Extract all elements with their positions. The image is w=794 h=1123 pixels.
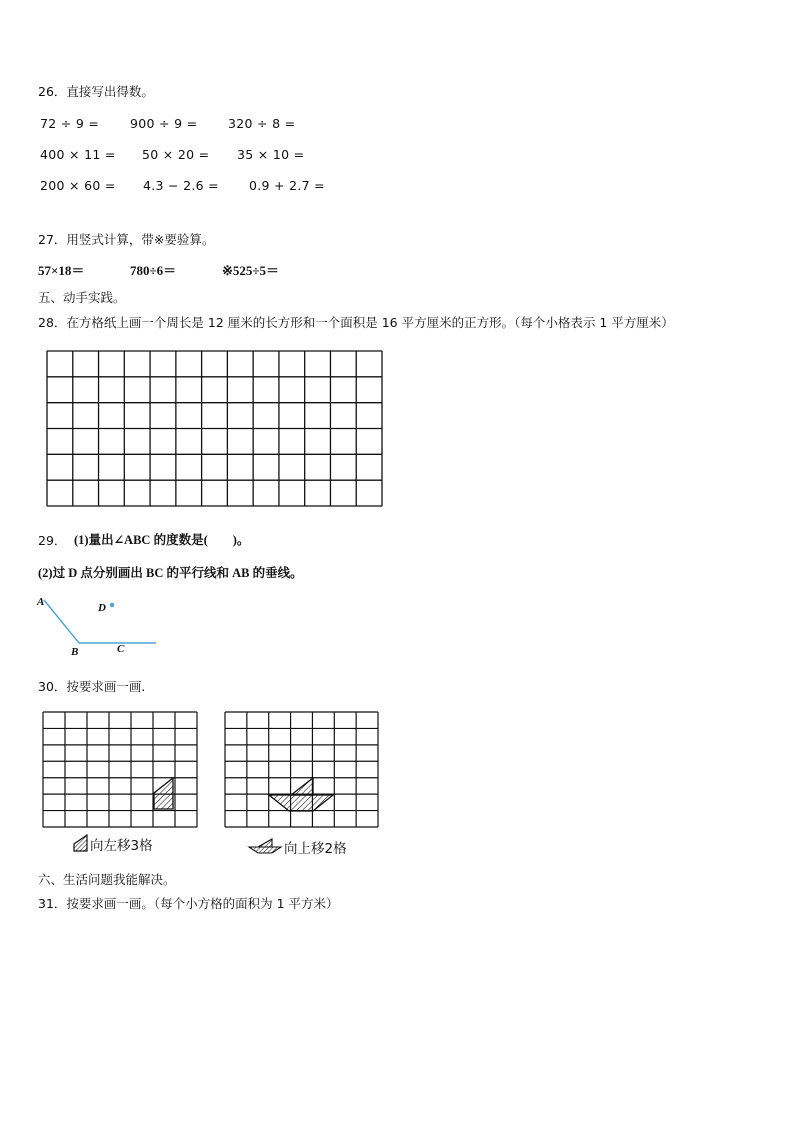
- q30-title: 30．按要求画一画.: [38, 679, 146, 694]
- q26-r3c3: 0.9 + 2.7 =: [249, 178, 325, 193]
- q30-left-grid[interactable]: [43, 712, 198, 828]
- q27-item-3: ※525÷5＝: [222, 263, 280, 278]
- q26-r1c1: 72 ÷ 9 =: [40, 116, 100, 131]
- left-caption-shape-icon: [72, 833, 90, 853]
- label-b: B: [71, 646, 79, 658]
- q26-r2c3: 35 × 10 =: [237, 147, 305, 162]
- q26-title: 26．直接写出得数。: [38, 84, 154, 99]
- point-d: [110, 603, 114, 607]
- q29-part-1: (1)量出∠ABC 的度数是( )。: [74, 533, 250, 547]
- q26-r1c2: 900 ÷ 9 =: [130, 116, 198, 131]
- label-d: D: [98, 602, 106, 614]
- right-caption: 向上移2格: [284, 841, 347, 857]
- section-6-heading: 六、生活问题我能解决。: [38, 872, 176, 887]
- right-shape-sail: [291, 778, 313, 795]
- q26-r3c1: 200 × 60 =: [40, 178, 116, 193]
- q28-grid[interactable]: [47, 351, 383, 507]
- q28-title: 28．在方格纸上画一个周长是 12 厘米的长方形和一个面积是 16 平方厘米的正方形。（每个小格表示 1 平方厘米）: [38, 315, 674, 330]
- q29-part-2: (2)过 D 点分别画出 BC 的平行线和 AB 的垂线。: [38, 566, 303, 580]
- label-c: C: [117, 643, 125, 655]
- q26-r3c2: 4.3 − 2.6 =: [143, 178, 219, 193]
- label-a: A: [37, 596, 45, 608]
- q29-number: 29．: [38, 533, 67, 548]
- q27-item-2: 780÷6＝: [130, 263, 177, 278]
- q26-r2c2: 50 × 20 =: [142, 147, 210, 162]
- left-caption: 向左移3格: [90, 838, 153, 854]
- q31-title: 31．按要求画一画。（每个小方格的面积为 1 平方米）: [38, 896, 339, 911]
- q26-r1c3: 320 ÷ 8 =: [228, 116, 296, 131]
- right-shape: [269, 795, 333, 811]
- q30-right-grid[interactable]: [225, 712, 379, 828]
- right-caption-shape-icon: [248, 838, 282, 854]
- q26-r2c1: 400 × 11 =: [40, 147, 116, 162]
- section-5-heading: 五、动手实践。: [38, 290, 126, 305]
- q27-title: 27．用竖式计算，带※要验算。: [38, 232, 215, 247]
- left-shape: [154, 778, 173, 809]
- q27-item-1: 57×18＝: [38, 263, 85, 278]
